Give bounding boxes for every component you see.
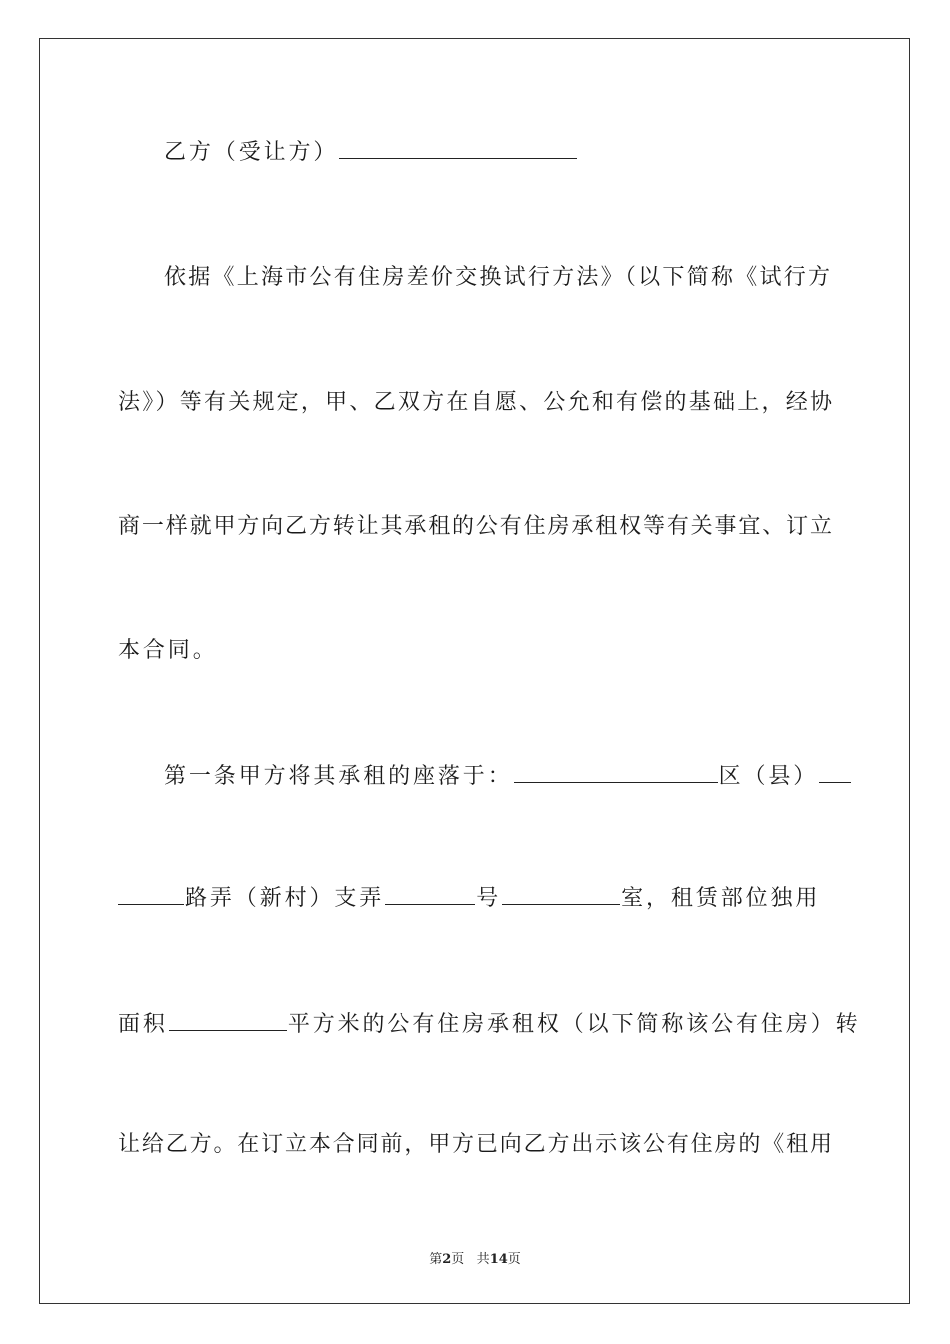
location-blank[interactable] [514, 760, 718, 783]
page-prefix: 第 [429, 1252, 443, 1267]
district-label: 区（县） [718, 764, 819, 789]
page-total: 14 [489, 1252, 508, 1267]
party-b-line [164, 136, 878, 168]
para2-line4: 让给乙方。在订立本合同前，甲方已向乙方出示该公有住房的《租用 [118, 1132, 832, 1157]
area-blank[interactable] [169, 1008, 287, 1031]
party-b-blank[interactable] [339, 136, 577, 159]
total-suffix: 页 [507, 1252, 521, 1267]
para2-line2 [118, 882, 832, 914]
number-label: 号 [476, 886, 502, 911]
road-label: 路弄（新村）支弄 [185, 886, 385, 911]
para2-line3 [118, 1008, 861, 1040]
road-blank[interactable] [118, 882, 184, 905]
number-blank[interactable] [502, 882, 620, 905]
room-label: 室，租赁部位独用 [621, 886, 821, 911]
district-blank[interactable] [819, 760, 851, 783]
para1-line3: 商一样就甲方向乙方转让其承租的公有住房承租权等有关事宜、订立 [118, 514, 832, 539]
page-suffix: 页 [451, 1252, 465, 1267]
page-footer [0, 1248, 950, 1267]
area-label: 面积 [118, 1012, 168, 1037]
para2-line1 [164, 760, 836, 792]
area-rest: 平方米的公有住房承租权（以下简称该公有住房）转 [287, 1012, 861, 1037]
page-current: 2 [442, 1252, 452, 1267]
page-border [39, 38, 910, 1304]
party-b-label: 乙方（受让方） [164, 140, 339, 165]
para1-line1: 依据《上海市公有住房差价交换试行方法》（以下简称《试行方 [164, 265, 830, 290]
total-prefix: 共 [476, 1252, 490, 1267]
clause1-start: 第一条甲方将其承租的座落于： [164, 764, 513, 789]
para1-line2: 法》）等有关规定，甲、乙双方在自愿、公允和有偿的基础上，经协 [118, 390, 832, 415]
para1-line4: 本合同。 [118, 638, 218, 663]
lane-blank[interactable] [385, 882, 475, 905]
